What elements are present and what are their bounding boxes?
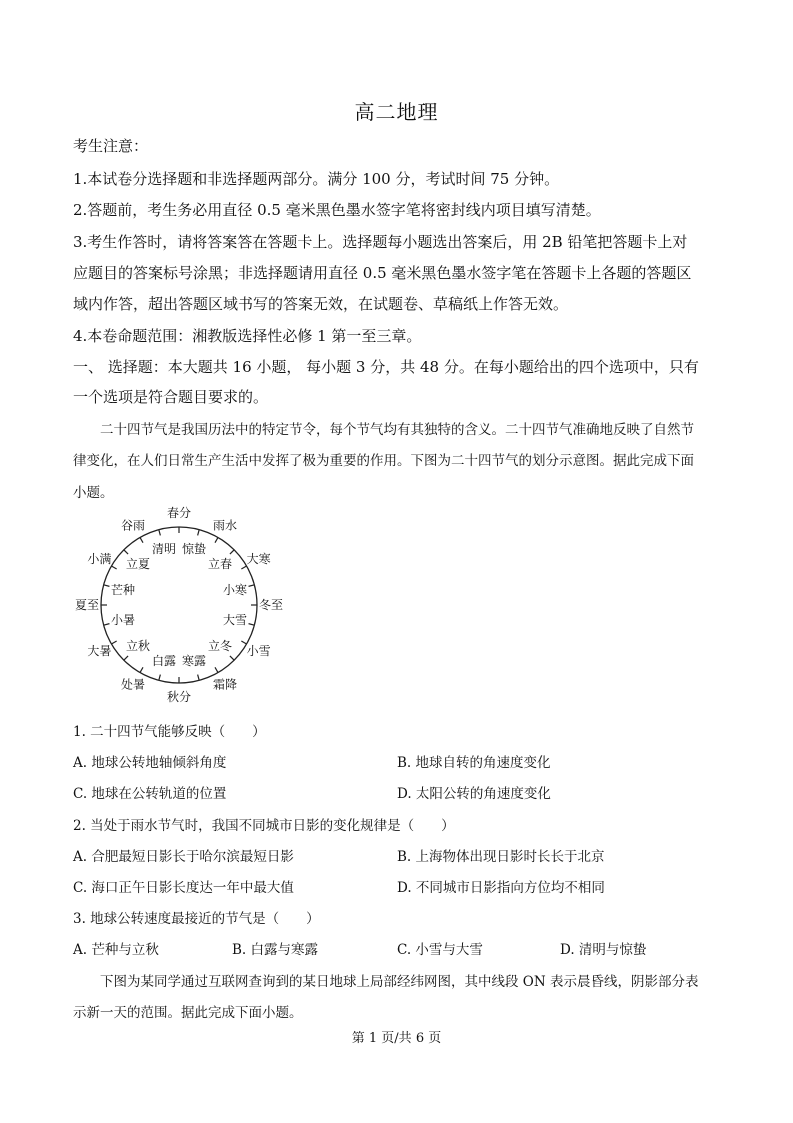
outer-term-label: 冬至	[258, 598, 284, 612]
outer-term-label: 谷雨	[120, 518, 146, 533]
tick-marks	[101, 527, 257, 683]
inner-term-label: 立冬	[208, 639, 233, 654]
tick-mark	[140, 537, 143, 542]
outer-term-label: 小满	[87, 552, 112, 566]
notice-item-2: 2.答题前，考生务必用直径 0.5 毫米黑色墨水签字笔将密封线内项目填写清楚。	[73, 201, 601, 219]
question-2-stem: 2. 当处于雨水节气时，我国不同城市日影的变化规律是（ ）	[73, 818, 455, 834]
tick-mark	[230, 656, 234, 660]
question-1-option-d[interactable]: D. 太阳公转的角速度变化	[397, 786, 551, 802]
question-3-option-d[interactable]: D. 清明与惊蛰	[560, 942, 647, 958]
outer-term-label: 大暑	[87, 644, 112, 658]
passage1-line-2: 律变化，在人们日常生产生活中发挥了极为重要的作用。下图为二十四节气的划分示意图。据此完成下面	[73, 453, 694, 469]
question-2-option-c[interactable]: C. 海口正午日影长度达一年中最大值	[73, 880, 294, 896]
tick-mark	[111, 566, 116, 569]
inner-term-label: 清明	[151, 541, 176, 556]
tick-mark	[140, 667, 143, 672]
outer-term-label: 秋分	[166, 690, 192, 704]
page-title: 高二地理	[354, 100, 439, 124]
inner-term-label: 寒露	[182, 654, 207, 669]
passage1-line-3: 小题。	[73, 485, 114, 501]
tick-mark	[111, 641, 116, 644]
notice-item-3-cont2: 域内作答，超出答题区域书写的答案无效，在试题卷、草稿纸上作答无效。	[73, 295, 569, 313]
tick-mark	[104, 585, 110, 587]
tick-mark	[198, 675, 200, 681]
question-2-option-b[interactable]: B. 上海物体出现日影时长长于北京	[397, 849, 605, 865]
question-3-option-a[interactable]: A. 芒种与立秋	[73, 942, 159, 958]
inner-term-label: 小寒	[223, 582, 248, 597]
tick-mark	[159, 675, 161, 681]
tick-mark	[249, 585, 255, 587]
outer-term-label: 雨水	[212, 518, 238, 533]
outer-term-label: 处暑	[120, 677, 146, 692]
question-1-option-a[interactable]: A. 地球公转地轴倾斜角度	[73, 755, 227, 771]
tick-mark	[198, 530, 200, 536]
passage2-line-2: 示新一天的范围。据此完成下面小题。	[73, 1005, 303, 1021]
passage2-line-1: 下图为某同学通过互联网查询到的某日地球上局部经纬网图，其中线段 ON 表示晨昏线，阴影部分表	[100, 974, 699, 990]
tick-mark	[215, 667, 218, 672]
outer-term-label: 霜降	[212, 677, 238, 692]
section-instruction-cont: 一个选项是符合题目要求的。	[73, 388, 269, 406]
section-instruction: 一、 选择题：本大题共 16 小题， 每小题 3 分，共 48 分。在每小题给出的四个选项中，只有	[73, 358, 699, 376]
question-2-option-d[interactable]: D. 不同城市日影指向方位均不相同	[397, 880, 605, 896]
tick-mark	[159, 530, 161, 536]
inner-term-labels	[111, 541, 247, 668]
tick-mark	[124, 656, 128, 660]
inner-term-label: 白露	[151, 654, 176, 669]
tick-mark	[230, 550, 234, 554]
page-footer: 第 1 页/共 6 页	[351, 1031, 442, 1046]
notice-item-3-cont: 应题目的答案标号涂黑；非选择题请用直径 0.5 毫米黑色墨水签字笔在答题卡上各题的答题区	[73, 264, 692, 282]
notice-item-4: 4.本卷命题范围：湘教版选择性必修 1 第一至三章。	[73, 327, 422, 345]
outer-term-label: 小雪	[246, 644, 271, 658]
notice-item-3: 3.考生作答时，请将答案答在答题卡上。选择题每小题选出答案后，用 2B 铅笔把答题卡上对	[73, 233, 688, 251]
inner-term-label: 惊蛰	[182, 541, 207, 556]
question-1-stem: 1. 二十四节气能够反映（ ）	[73, 724, 266, 740]
solar-terms-diagram	[70, 505, 290, 710]
inner-term-label: 芒种	[110, 582, 135, 597]
outer-term-label: 夏至	[74, 598, 100, 612]
tick-mark	[104, 624, 110, 626]
inner-term-label: 立春	[208, 556, 233, 571]
tick-mark	[249, 624, 255, 626]
tick-mark	[124, 550, 128, 554]
outer-term-label: 春分	[166, 506, 192, 520]
outer-term-label: 大寒	[246, 552, 271, 566]
question-1-option-b[interactable]: B. 地球自转的角速度变化	[397, 755, 551, 771]
inner-term-label: 立夏	[125, 556, 150, 571]
question-1-option-c[interactable]: C. 地球在公转轨道的位置	[73, 786, 227, 802]
question-3-option-c[interactable]: C. 小雪与大雪	[397, 942, 483, 958]
notice-heading: 考生注意：	[73, 137, 149, 155]
passage1-line-1: 二十四节气是我国历法中的特定节令，每个节气均有其独特的含义。二十四节气准确地反映了自然节	[100, 422, 694, 438]
question-3-stem: 3. 地球公转速度最接近的节气是（ ）	[73, 911, 320, 927]
notice-item-1: 1.本试卷分选择题和非选择题两部分。满分 100 分，考试时间 75 分钟。	[73, 170, 560, 188]
inner-term-label: 立秋	[125, 639, 150, 654]
question-2-option-a[interactable]: A. 合肥最短日影长于哈尔滨最短日影	[73, 849, 294, 865]
inner-term-label: 小暑	[110, 613, 135, 628]
inner-term-label: 大雪	[223, 613, 248, 628]
question-3-option-b[interactable]: B. 白露与寒露	[232, 942, 319, 958]
tick-mark	[215, 537, 218, 542]
tick-mark	[241, 566, 246, 569]
